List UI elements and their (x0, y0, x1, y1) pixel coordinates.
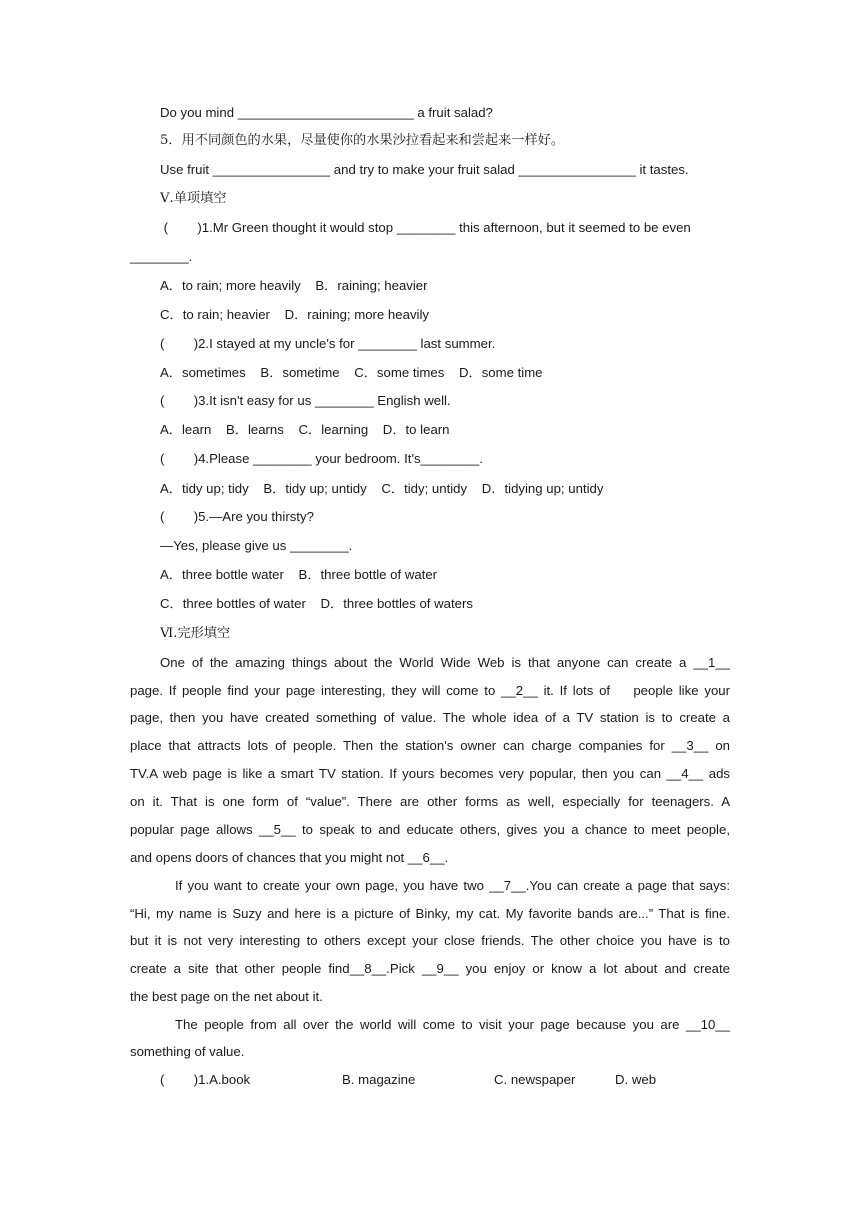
mc-question-4: ( )4.Please ________ your bedroom. It's________. (160, 451, 483, 466)
mc-question-5-reply: —Yes, please give us ________. (160, 538, 353, 553)
cloze-paragraph-2-line: create a site that other people find__8__.Pick __9__ you enjoy or know a lot about and create (130, 961, 730, 976)
mc-question-1-options-cd: C．to rain; heavier D．raining; more heavily (160, 307, 429, 322)
cloze-paragraph-2-line: the best page on the net about it. (130, 989, 323, 1004)
cloze-paragraph-1-line: and opens doors of chances that you might not __6__. (130, 850, 449, 865)
mc-question-3-options: A．learn B．learns C．learning D．to learn (160, 422, 450, 437)
cloze-paragraph-1-line: on it. That is one form of “value”. There are other forms as well, especially for teenagers. A (130, 794, 730, 809)
cloze-question-1-option-c: C. newspaper (494, 1072, 576, 1087)
translation-q5-chinese: 5．用不同颜色的水果，尽量使你的水果沙拉看起来和尝起来一样好。 (160, 133, 565, 148)
cloze-question-1-option-a: ( )1.A.book (160, 1072, 251, 1087)
mc-question-3: ( )3.It isn't easy for us ________ English well. (160, 393, 451, 408)
cloze-paragraph-2-line: but it is not very interesting to others except your close friends. The other choice you have is to (130, 933, 730, 948)
cloze-question-1-option-b: B. magazine (342, 1072, 416, 1087)
section-heading-cloze: Ⅵ.完形填空 (160, 626, 231, 641)
mc-question-5-options-ab: A．three bottle water B．three bottle of water (160, 567, 438, 582)
cloze-question-1-option-d: D. web (615, 1072, 657, 1087)
mc-question-1-options-ab: A．to rain; more heavily B．raining; heavier (160, 278, 428, 293)
cloze-paragraph-1-line: TV.A web page is like a smart TV station. If yours becomes very popular, then you can __4__ ads (130, 766, 730, 781)
cloze-paragraph-1-line: page. If people find your page interesting, they will come to __2__ it. If lots of people like your (130, 683, 730, 698)
mc-question-2-options: A．sometimes B．sometime C．some times D．some time (160, 365, 543, 380)
cloze-paragraph-1-line: popular page allows __5__ to speak to and educate others, gives you a chance to meet people, (130, 822, 730, 837)
cloze-paragraph-2-line: If you want to create your own page, you have two __7__.You can create a page that says: (175, 878, 730, 893)
cloze-paragraph-1-line: One of the amazing things about the World Wide Web is that anyone can create a __1__ (160, 655, 730, 670)
mc-question-5: ( )5.—Are you thirsty? (160, 509, 314, 524)
mc-question-1: ( )1.Mr Green thought it would stop ________ this afternoon, but it seemed to be even (160, 220, 691, 235)
cloze-paragraph-1-line: page, then you have created something of value. The whole idea of a TV station is to create a (130, 710, 730, 725)
mc-question-1-continued: ________. (130, 249, 193, 264)
mc-question-4-options: A．tidy up; tidy B．tidy up; untidy C．tidy; untidy D．tidying up; untidy (160, 481, 604, 496)
cloze-paragraph-1-line: place that attracts lots of people. Then the station's owner can charge companies for __3__ on (130, 738, 730, 753)
translation-q4-english: Do you mind ________________________ a fruit salad? (160, 105, 493, 120)
cloze-paragraph-2-line: “Hi, my name is Suzy and here is a picture of Binky, my cat. My favorite bands are...” That is fine. (130, 906, 730, 921)
mc-question-5-options-cd: C．three bottles of water D．three bottles of waters (160, 596, 473, 611)
mc-question-2: ( )2.I stayed at my uncle's for ________ last summer. (160, 336, 496, 351)
cloze-paragraph-3-line: something of value. (130, 1044, 245, 1059)
translation-q5-english: Use fruit ________________ and try to make your fruit salad ________________ it tastes. (160, 162, 689, 177)
cloze-paragraph-3-line: The people from all over the world will come to visit your page because you are __10__ (175, 1017, 730, 1032)
section-heading-single-choice: Ⅴ.单项填空 (160, 191, 227, 206)
